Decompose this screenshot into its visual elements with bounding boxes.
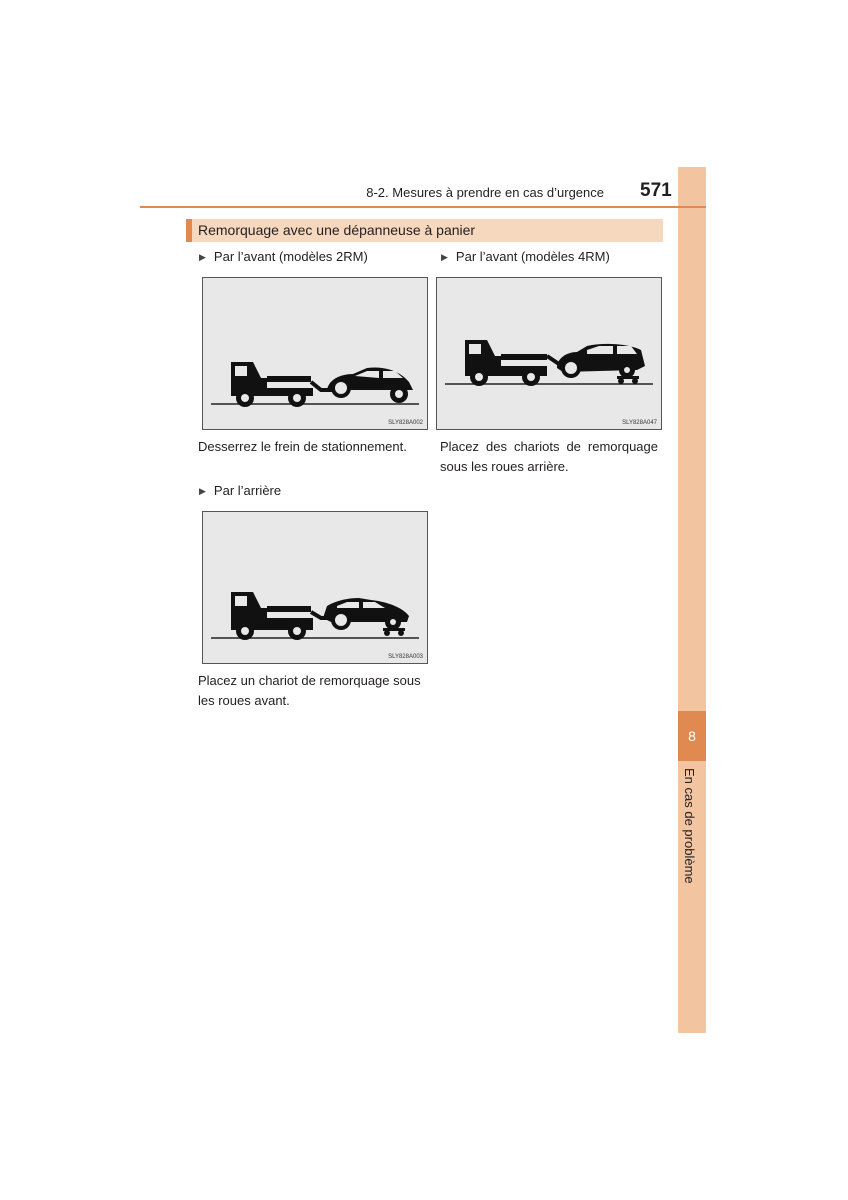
tow-truck-illustration	[203, 278, 427, 429]
item-heading: ▶ Par l’avant (modèles 2RM)	[199, 249, 368, 264]
chapter-title: En cas de problème	[682, 768, 697, 884]
chapter-number: 8	[678, 711, 706, 761]
figure-code: SLY828A003	[388, 654, 423, 660]
tow-figure-front-2wd	[202, 277, 428, 430]
header-rule	[140, 206, 706, 208]
chapter-side-tab	[678, 167, 706, 1033]
bullet-triangle-icon: ▶	[199, 486, 206, 496]
section-reference: 8-2. Mesures à prendre en cas d’urgence	[366, 185, 604, 200]
item-description: Placez des chariots de remorquage sous les roues arrière.	[440, 439, 658, 474]
item-description: Desserrez le frein de stationnement.	[198, 439, 407, 454]
page-number: 571	[640, 180, 672, 201]
tow-truck-illustration	[203, 512, 427, 663]
figure-code: SLY828A047	[622, 420, 657, 426]
section-heading: Remorquage avec une dépanneuse à panier	[186, 219, 663, 242]
bullet-triangle-icon: ▶	[199, 252, 206, 262]
figure-code: SLY828A002	[388, 420, 423, 426]
tow-figure-rear	[202, 511, 428, 664]
tow-figure-front-4wd	[436, 277, 662, 430]
item-heading: ▶ Par l’arrière	[199, 483, 282, 498]
item-heading: ▶ Par l’avant (modèles 4RM)	[441, 249, 610, 264]
tow-truck-illustration	[437, 278, 661, 429]
item-description: Placez un chariot de remorquage sous les roues avant.	[198, 673, 421, 708]
bullet-triangle-icon: ▶	[441, 252, 448, 262]
